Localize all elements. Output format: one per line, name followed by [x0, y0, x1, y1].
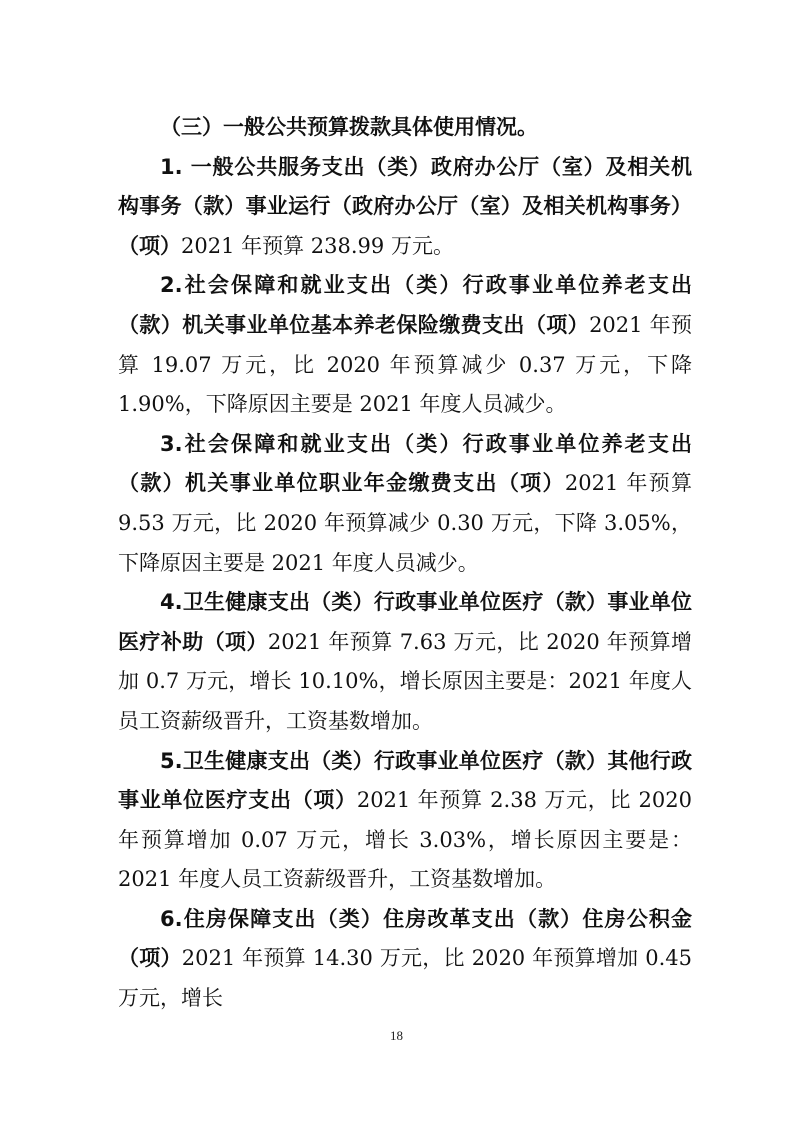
paragraph-title: 4.卫生健康支出（类）行政事业单位医疗（款）事业单位医疗补助（项） [118, 590, 692, 654]
paragraph-item-4 [118, 583, 692, 741]
page-number: 18 [390, 1028, 403, 1043]
paragraph-body: 2021 年预算 14.30 万元，比 2020 年预算增加 0.45 万元，增长 [118, 946, 692, 1011]
paragraph-body: 2021 年预算 238.99 万元。 [181, 233, 454, 258]
paragraph-body: 2021 年预算 19.07 万元，比 2020 年预算减少 0.37 万元，下降 1.90%，下降原因主要是 2021 年度人员减少。 [118, 312, 693, 417]
paragraph-title: 1. 一般公共服务支出（类）政府办公厅（室）及相关机构事务（款）事业运行（政府办公厅（室）及相关机构事务）（项） [118, 154, 692, 258]
page-content [118, 108, 692, 1019]
paragraph-title: 6.住房保障支出（类）住房改革支出（款）住房公积金（项） [118, 906, 692, 971]
paragraph-item-1 [118, 148, 692, 267]
paragraph-body: 2021 年预算 9.53 万元，比 2020 年预算减少 0.30 万元，下降 3.05%，下降原因主要是 2021 年度人员减少。 [118, 471, 693, 575]
paragraph-item-2 [118, 266, 692, 424]
paragraph-item-3 [118, 425, 692, 583]
paragraph-title: 5.卫生健康支出（类）行政事业单位医疗（款）其他行政事业单位医疗支出（项） [118, 748, 692, 813]
paragraph-title: 2.社会保障和就业支出（类）行政事业单位养老支出（款）机关事业单位基本养老保险缴费支出（项） [118, 273, 692, 337]
paragraph-body: 2021 年预算 7.63 万元，比 2020 年预算增加 0.7 万元，增长 10.10%，增长原因主要是：2021 年度人员工资薪级晋升，工资基数增加。 [118, 629, 692, 733]
section-heading: （三）一般公共预算拨款具体使用情况。 [160, 115, 538, 139]
paragraph-item-6 [118, 900, 692, 1019]
paragraph-body: 2021 年预算 2.38 万元，比 2020 年预算增加 0.07 万元，增长 3.03%，增长原因主要是：2021 年度人员工资薪级晋升，工资基数增加。 [118, 788, 692, 892]
paragraph-item-5 [118, 742, 692, 900]
paragraph-title: 3.社会保障和就业支出（类）行政事业单位养老支出（款）机关事业单位职业年金缴费支出（项） [118, 431, 692, 496]
